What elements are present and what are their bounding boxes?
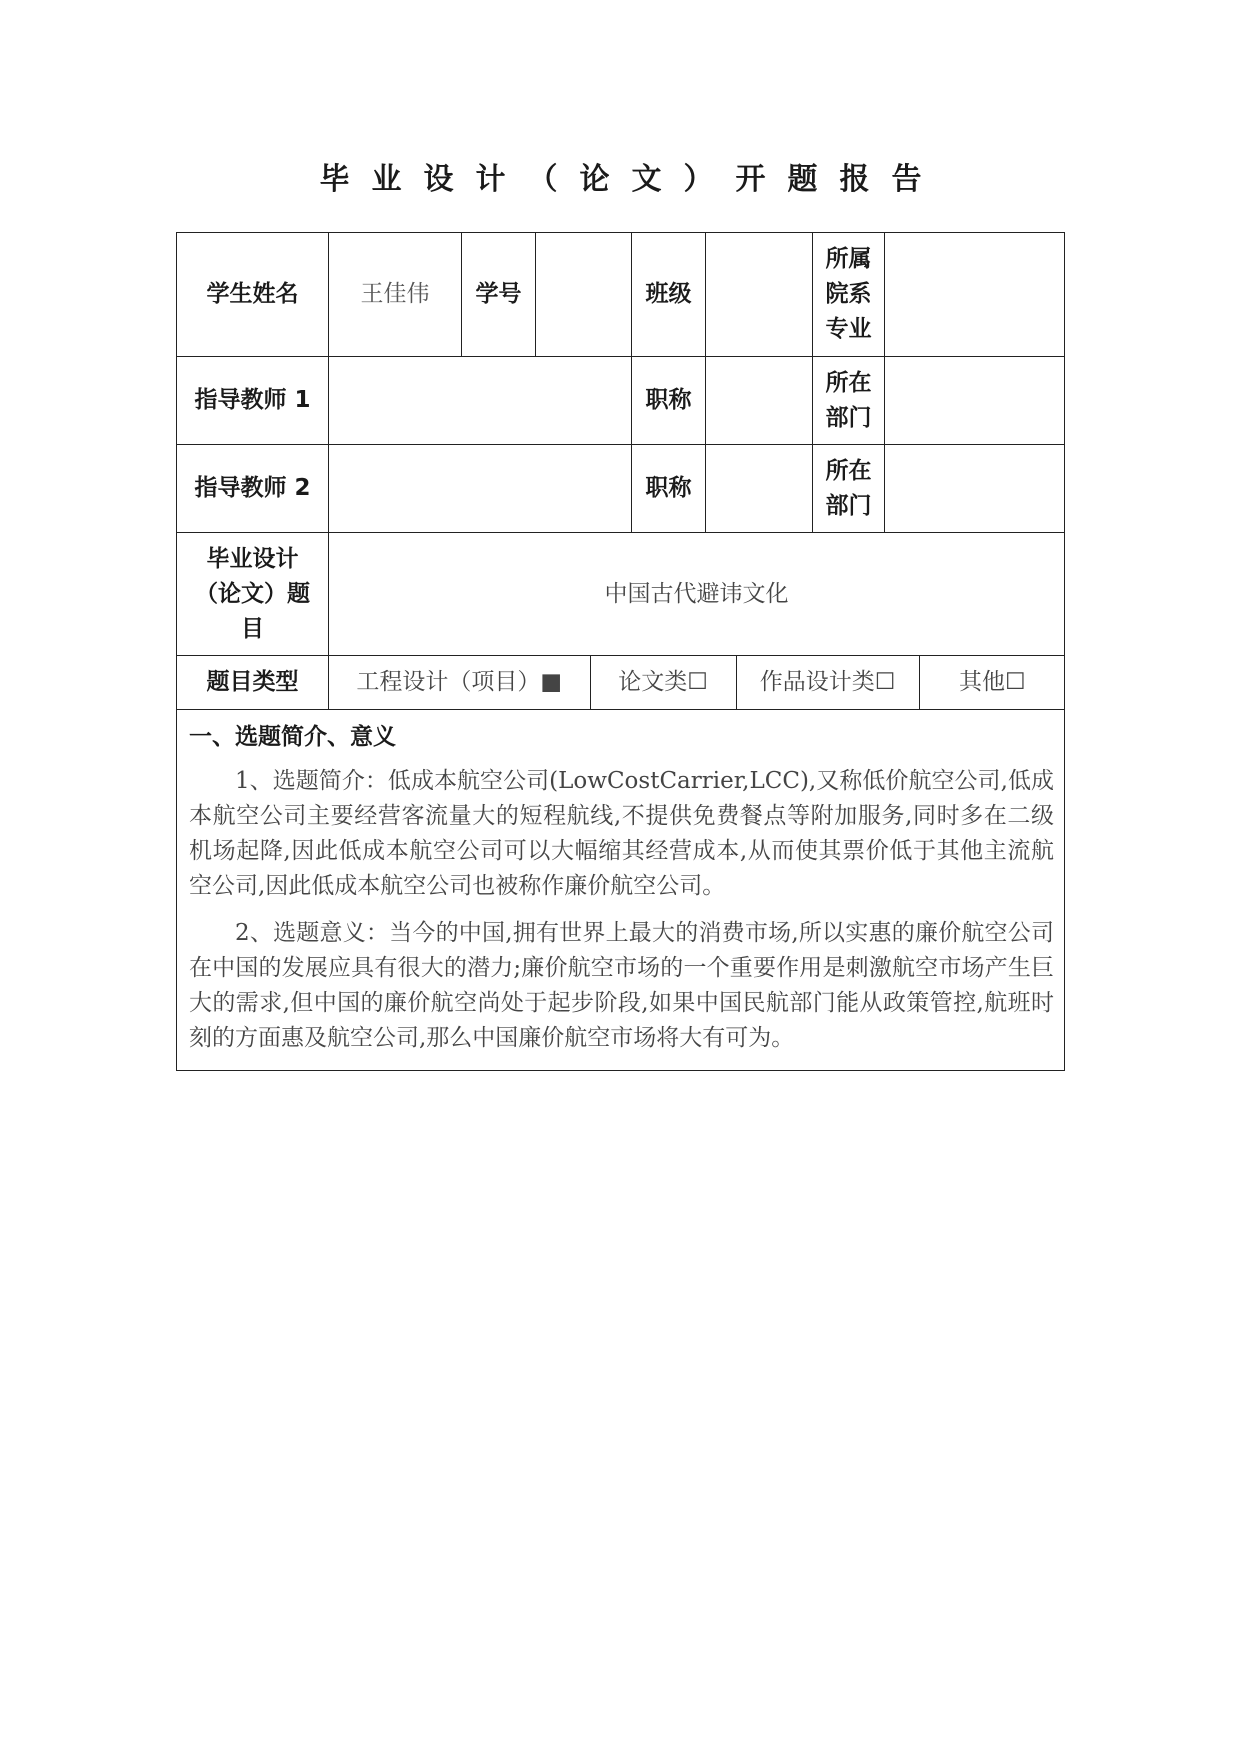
section1-paragraph-significance: 2、选题意义：当今的中国,拥有世界上最大的消费市场,所以实惠的廉价航空公司在中国的发展应具有很大的潜力;廉价航空市场的一个重要作用是刺激航空市场产生巨大的需求,但中国的廉价航空尚处于起步阶段,如果中国民航部门能从政策管控,航班时刻的方面惠及航空公司,那么中国廉价航空市场将大有可为。 (189, 920, 1054, 1051)
advisor1-row (177, 357, 1065, 445)
advisor1-title-value[interactable] (706, 357, 813, 445)
proposal-form-table (176, 232, 1065, 1071)
type-option-engineering[interactable] (329, 656, 590, 709)
topic-value[interactable]: 中国古代避讳文化 (329, 533, 1065, 656)
advisor2-dept-value[interactable] (885, 445, 1065, 533)
type-option-work-design-label: 作品设计类 (759, 669, 875, 695)
advisor1-label: 指导教师 1 (177, 357, 329, 445)
topic-row (177, 533, 1065, 656)
type-option-work-design[interactable] (736, 656, 919, 709)
checkbox-unchecked-icon[interactable]: ☐ (687, 669, 708, 695)
class-label: 班级 (632, 233, 706, 357)
advisor1-title-label: 职称 (632, 357, 706, 445)
topic-type-row (177, 656, 1065, 710)
topic-type-label: 题目类型 (177, 656, 329, 710)
advisor2-value[interactable] (329, 445, 632, 533)
advisor2-dept-label: 所在部门 (813, 445, 885, 533)
section1-paragraph-intro: 1、选题简介：低成本航空公司(LowCostCarrier,LCC),又称低价航空公司,低成本航空公司主要经营客流量大的短程航线,不提供免费餐点等附加服务,同时多在二级机场起降,因此低成本航空公司可以大幅缩其经营成本,从而使其票价低于其他主流航空公司,因此低成本航空公司也被称作廉价航空公司。 (189, 768, 1054, 899)
checkbox-unchecked-icon[interactable]: ☐ (874, 669, 896, 695)
checkbox-checked-icon[interactable]: ■ (540, 669, 563, 695)
advisor2-row (177, 445, 1065, 533)
page-title: 毕业设计（论文）开题报告 (319, 162, 944, 197)
section1-cell (177, 710, 1065, 1071)
advisor1-dept-label: 所在部门 (813, 357, 885, 445)
section1-row (177, 710, 1065, 1071)
checkbox-unchecked-icon[interactable]: ☐ (1004, 669, 1026, 695)
dept-major-label: 所属院系专业 (813, 233, 885, 357)
topic-type-options (329, 656, 1065, 710)
student-id-label: 学号 (462, 233, 536, 357)
advisor2-title-value[interactable] (706, 445, 813, 533)
type-option-other[interactable] (919, 656, 1065, 709)
topic-type-options-grid (329, 656, 1065, 709)
type-option-thesis-label: 论文类 (618, 669, 688, 695)
topic-label: 毕业设计（论文）题目 (177, 533, 329, 656)
advisor2-label: 指导教师 2 (177, 445, 329, 533)
student-name-label: 学生姓名 (177, 233, 329, 357)
advisor1-dept-value[interactable] (885, 357, 1065, 445)
section1-heading: 一、选题简介、意义 (189, 724, 396, 750)
advisor2-title-label: 职称 (632, 445, 706, 533)
class-value[interactable] (706, 233, 813, 357)
student-id-value[interactable] (536, 233, 632, 357)
type-option-other-label: 其他 (958, 669, 1005, 695)
type-option-thesis[interactable] (590, 656, 736, 709)
student-name-value[interactable]: 王佳伟 (329, 233, 462, 357)
student-info-row (177, 233, 1065, 357)
type-option-engineering-label: 工程设计（项目） (356, 669, 541, 695)
advisor1-value[interactable] (329, 357, 632, 445)
dept-major-value[interactable] (885, 233, 1065, 357)
